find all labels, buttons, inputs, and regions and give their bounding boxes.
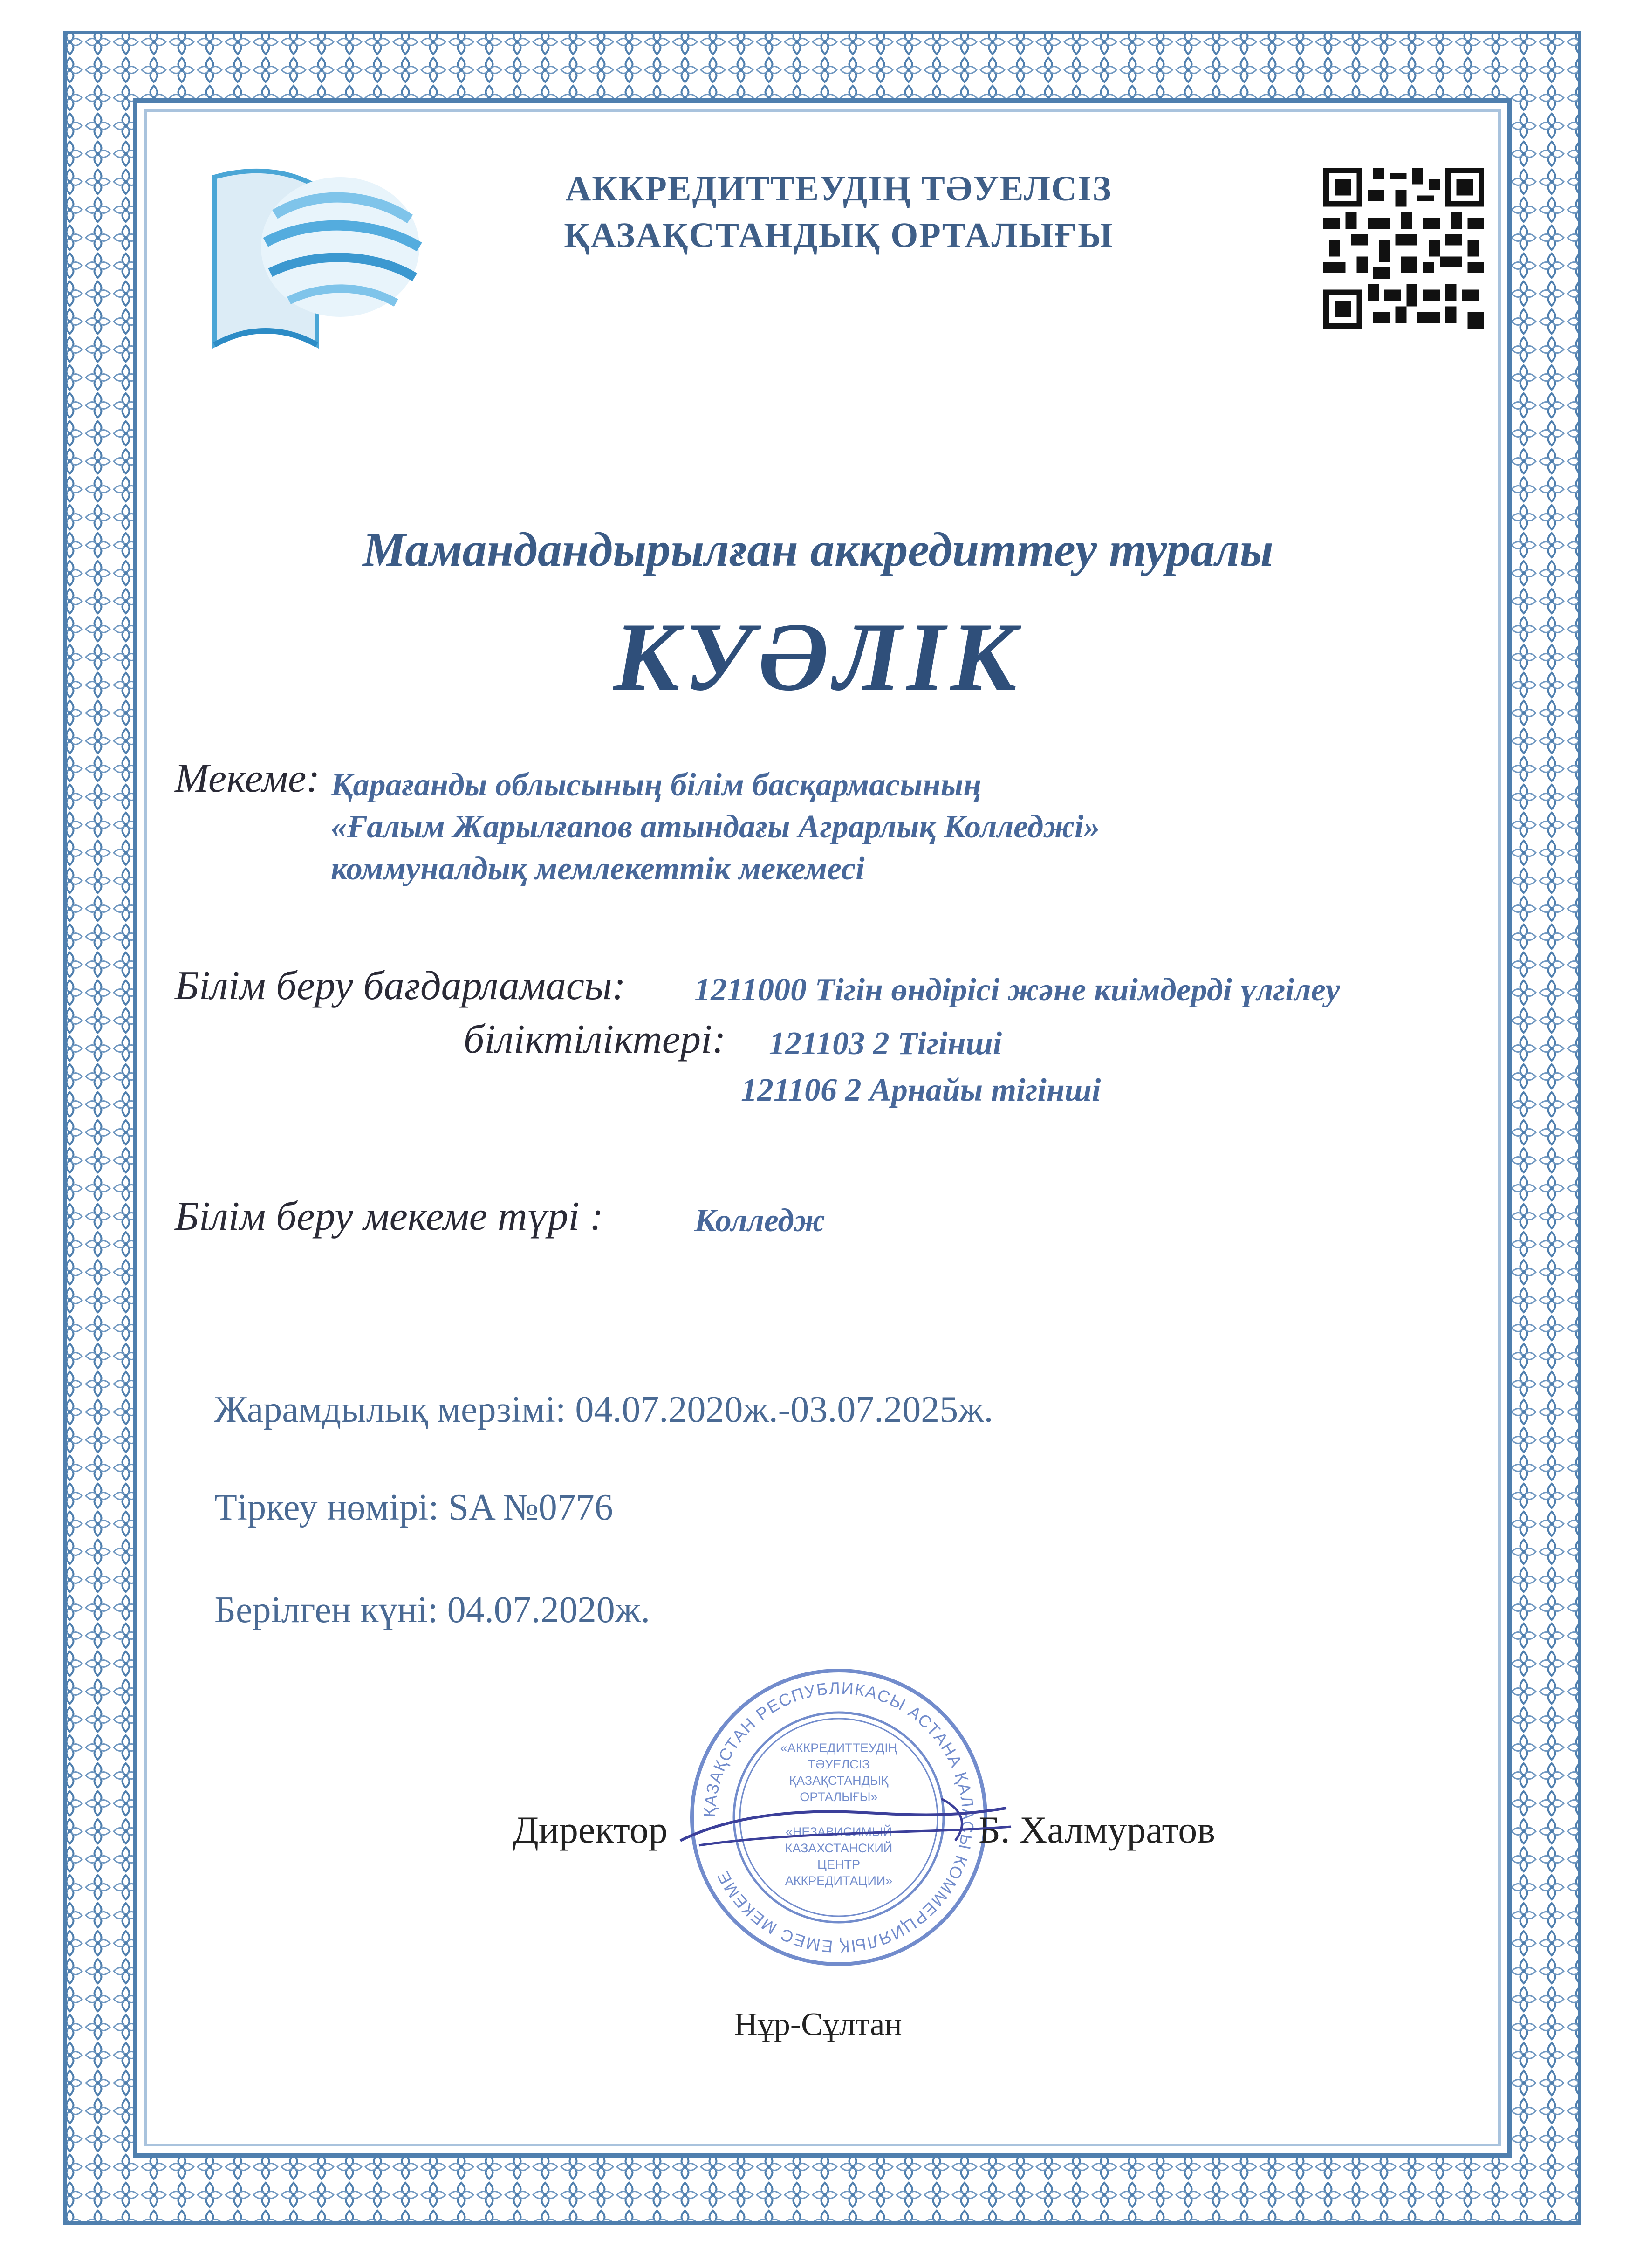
institution-line3: коммуналдық мемлекеттік мекемесі [331, 851, 865, 887]
organization-title-line2: ҚАЗАҚСТАНДЫҚ ОРТАЛЫҒЫ [564, 216, 1114, 255]
certificate-subtitle: Мамандандырылған аккредиттеу туралы [363, 523, 1273, 576]
institution-label: Мекеме: [175, 756, 320, 801]
qualification-2: 121106 2 Арнайы тігінші [741, 1072, 1101, 1108]
program-value: 1211000 Тігін өндірісі және киімдерді үлгілеу [694, 972, 1340, 1008]
director-label: Директор [513, 1809, 668, 1851]
stamp-inner-line5: «НЕЗАВИСИМЫЙ [785, 1825, 892, 1839]
qualifications-label: біліктіліктері: [464, 1017, 726, 1062]
stamp-inner-line8: АККРЕДИТАЦИИ» [785, 1874, 893, 1888]
issue-date: Берілген күні: 04.07.2020ж. [214, 1590, 650, 1631]
institution-type-label: Білім беру мекеме түрі : [175, 1194, 604, 1239]
program-label: Білім беру бағдарламасы: [175, 963, 626, 1008]
stamp-inner-line4: ОРТАЛЫҒЫ» [800, 1790, 878, 1804]
stamp-inner-line3: ҚАЗАҚСТАНДЫҚ [789, 1774, 889, 1788]
stamp-inner-line7: ЦЕНТР [817, 1857, 860, 1871]
issue-city: Нұр-Сұлтан [734, 2007, 902, 2042]
qualification-1: 121103 2 Тігінші [769, 1026, 1002, 1062]
validity-period: Жарамдылық мерзімі: 04.07.2020ж.-03.07.2025ж. [214, 1389, 993, 1430]
stamp-inner-line2: ТӘУЕЛСІЗ [808, 1757, 870, 1771]
institution-line1: Қарағанды облысының білім басқармасының [331, 767, 982, 803]
director-signature [671, 1789, 1020, 1859]
stamp-inner-line6: КАЗАХСТАНСКИЙ [785, 1841, 893, 1855]
certificate-title: КУӘЛІК [613, 603, 1023, 711]
stamp-inner-line1: «АККРЕДИТТЕУДІҢ [780, 1741, 897, 1755]
institution-type-value: Колледж [694, 1203, 825, 1239]
qr-code-icon [1323, 168, 1484, 329]
book-globe-logo [196, 140, 429, 354]
director-name: Б. Халмуратов [979, 1809, 1215, 1851]
organization-title-line1: АККРЕДИТТЕУДІҢ ТӘУЕЛСІЗ [565, 169, 1112, 208]
organization-title [536, 165, 1142, 259]
registration-number: Тіркеу нөмірі: SA №0776 [214, 1487, 613, 1528]
stamp-outer-text: ҚАЗАҚСТАН РЕСПУБЛИКАСЫ АСТАНА ҚАЛАСЫ КОММЕРЦИЯЛЫҚ ЕМЕС МЕКЕМЕ [699, 1678, 978, 1957]
institution-line2: «Ғалым Жарылғапов атындағы Аграрлық Колледжі» [331, 809, 1100, 845]
